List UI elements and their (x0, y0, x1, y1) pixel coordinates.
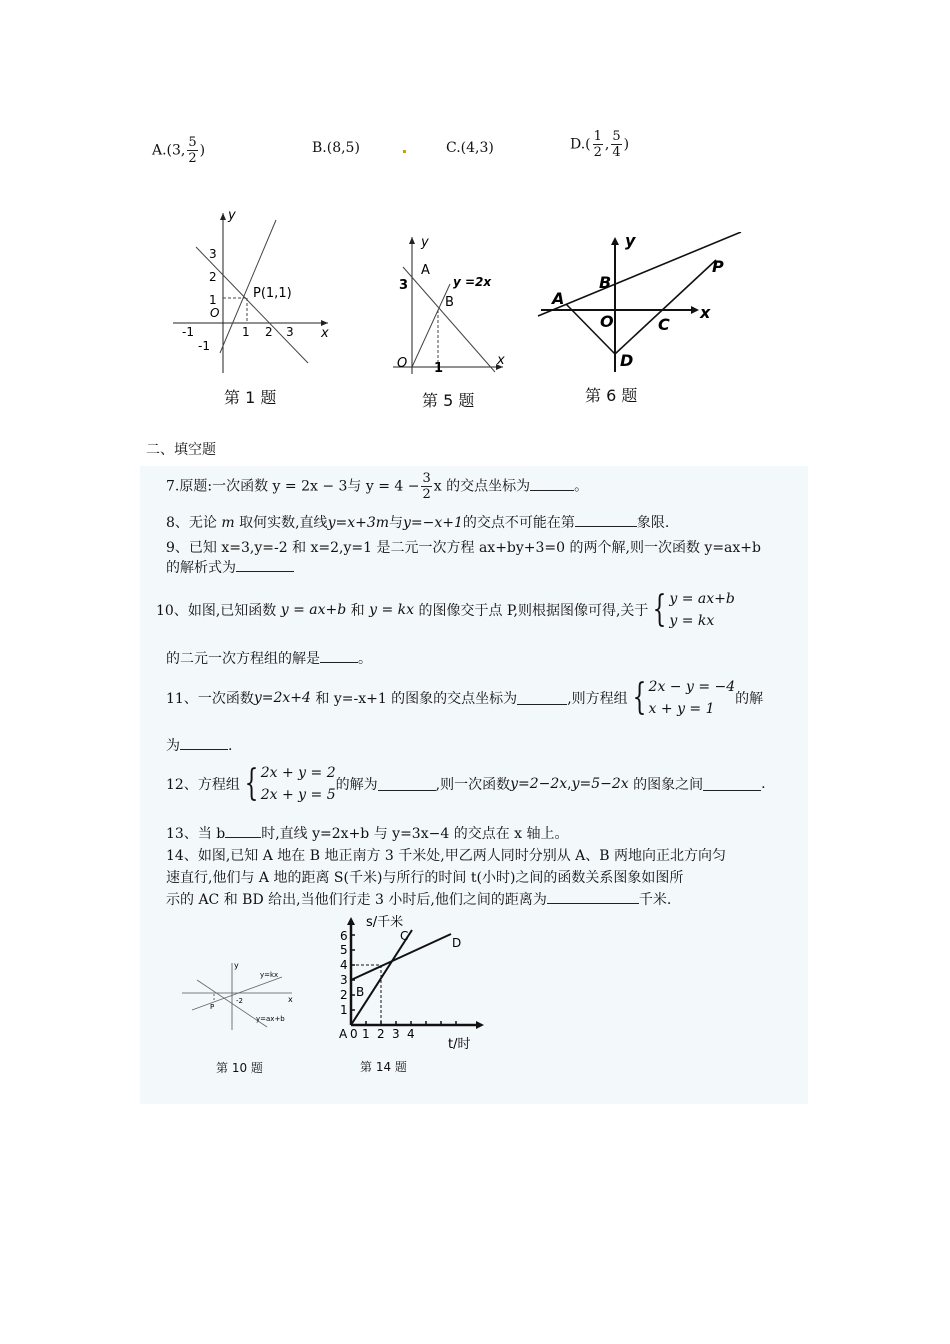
question-14-line1: 14、如图,已知 A 地在 B 地正南方 3 千米处,甲乙两人同时分别从 A、B 两地向正北方向匀 (166, 848, 727, 864)
question-12: 12、方程组 { 2x + y = 2 2x + y = 5 的解为 ,则一次函数 y=2−2x , y=5−2x 的图象之间 . (166, 763, 766, 804)
answer-blank[interactable] (180, 737, 228, 750)
section-title: 二、填空题 (146, 442, 216, 458)
decoration-dot (403, 150, 406, 153)
point-b-label: B (445, 295, 454, 310)
point-d-label: D (452, 936, 462, 950)
line-ax-label: y=ax+b (256, 1015, 285, 1023)
point-b-label: B (356, 985, 365, 999)
x-tick: 1 (242, 325, 250, 339)
equation-system: { 2x − y = −4 x + y = 1 (632, 677, 736, 718)
y-label: y (234, 961, 239, 970)
choice-d: D.( $\frac{1}{2}$ , $\frac{5}{4}$ ) (570, 129, 630, 160)
x-tick: 2 (265, 325, 273, 339)
x-tick: 1 (434, 361, 444, 376)
answer-blank[interactable] (530, 478, 574, 491)
point-p-label: P (210, 1003, 215, 1011)
y-tick: 3 (399, 278, 409, 293)
point-d-label: D (620, 351, 634, 370)
choice-c: C.(4,3) (446, 140, 494, 156)
x-label: x (497, 353, 505, 368)
question-11-line2: 为 . (166, 738, 233, 754)
answer-blank[interactable] (575, 514, 637, 527)
equation-system: { y = ax+b y = kx (653, 589, 735, 630)
answer-blank[interactable] (320, 650, 358, 663)
y-axis-label: s/千米 (366, 915, 404, 930)
figure-1-caption: 第 1 题 (224, 388, 277, 407)
answer-blank[interactable] (517, 692, 567, 705)
y-tick: 5 (340, 943, 348, 957)
answer-blank[interactable] (236, 559, 294, 572)
y-tick: 2 (340, 988, 348, 1002)
y-tick: 2 (209, 270, 217, 284)
question-8: 8、无论 m 取何实数,直线y=x+3m与y=−x+1的交点不可能在第 象限. (166, 515, 670, 531)
x-label: x (321, 326, 329, 341)
point-b-label: B (599, 273, 612, 292)
line-kx (192, 977, 282, 1010)
question-14-line3: 示的 AC 和 BD 给出,当他们行走 3 小时后,他们之间的距离为 千米. (166, 892, 672, 908)
point-a-label: A (339, 1027, 348, 1041)
x-tick: 3 (286, 325, 294, 339)
question-9-line2: 的解析式为 (166, 557, 294, 577)
answer-blank[interactable] (703, 778, 761, 791)
origin-label: O (600, 312, 614, 331)
figure-10-graph (172, 955, 302, 1035)
fraction: $\frac{5}{2}$ (188, 135, 197, 166)
question-7: 7.原题:一次函数 y = 2x − 3与 y = 4 − $\frac{3}{2}$ x 的交点坐标为 。 (166, 471, 589, 502)
question-9-line1: 9、已知 x=3,y=-2 和 x=2,y=1 是二元一次方程 ax+by+3=0 的两个解,则一次函数 y=ax+b (166, 540, 761, 556)
y-tick: 3 (209, 247, 217, 261)
question-13: 13、当 b 时,直线 y=2x+b 与 y=3x−4 的交点在 x 轴上。 (166, 826, 569, 842)
y-label: y (228, 208, 236, 223)
x-label: x (288, 995, 293, 1004)
point-a-label: A (552, 289, 565, 308)
x-tick: 0 (350, 1027, 358, 1041)
y-tick: 1 (209, 293, 217, 307)
origin-label: O (210, 306, 220, 320)
x-tick: -1 (182, 325, 194, 339)
point-c-label: C (400, 929, 409, 943)
line-label: y =2x (453, 275, 492, 289)
y-label: y (625, 232, 636, 250)
question-11: 11、一次函数 y=2x+4 和 y=-x+1 的图象的交点坐标为 ,则方程组 { 2x − y = −4 x + y = 1 的解 (166, 677, 764, 718)
line-ap (538, 232, 741, 316)
figure-14-graph (326, 912, 486, 1057)
origin-label: O (397, 356, 408, 371)
answer-blank[interactable] (378, 778, 436, 791)
choice-b: B.(8,5) (312, 140, 360, 156)
figure-5-caption: 第 5 题 (422, 391, 475, 410)
point-a-label: A (421, 263, 430, 278)
y-tick: 6 (340, 929, 348, 943)
figure-5-graph (385, 232, 510, 377)
figure-10-caption: 第 10 题 (216, 1061, 263, 1075)
choice-a: A.(3, $\frac{5}{2}$ ) (152, 135, 206, 166)
answer-blank[interactable] (225, 825, 261, 838)
y-tick: -1 (198, 339, 210, 353)
x-tick: 2 (377, 1027, 385, 1041)
figure-1-graph (168, 205, 338, 375)
x-tick: 1 (362, 1027, 370, 1041)
point-c-label: C (658, 315, 670, 334)
y-tick: 3 (340, 973, 348, 987)
y-label: y (421, 235, 429, 250)
line-kx-label: y=kx (260, 971, 279, 979)
x-tick: 4 (407, 1027, 415, 1041)
figure-14-caption: 第 14 题 (360, 1060, 407, 1074)
question-10: 10、如图,已知函数 y = ax+b 和 y = kx 的图像交于点 P,则根据图像可得,关于 { y = ax+b y = kx (156, 589, 735, 630)
question-14-line2: 速直行,他们与 A 地的距离 S(千米)与所行的时间 t(小时)之间的函数关系图象如图所 (166, 870, 684, 886)
point-p-label: P(1,1) (253, 286, 292, 301)
answer-blank[interactable] (547, 891, 639, 904)
neg2-label: -2 (236, 997, 243, 1005)
figure-6-graph (536, 232, 746, 382)
question-10-line2: 的二元一次方程组的解是 。 (166, 651, 372, 667)
x-axis-label: t/时 (448, 1037, 471, 1052)
point-p-label: P (712, 257, 724, 276)
figure-6-caption: 第 6 题 (585, 386, 638, 405)
x-tick: 3 (392, 1027, 400, 1041)
equation-system: { 2x + y = 2 2x + y = 5 (244, 763, 336, 804)
y-tick: 4 (340, 958, 348, 972)
x-label: x (700, 303, 711, 322)
y-tick: 1 (340, 1003, 348, 1017)
